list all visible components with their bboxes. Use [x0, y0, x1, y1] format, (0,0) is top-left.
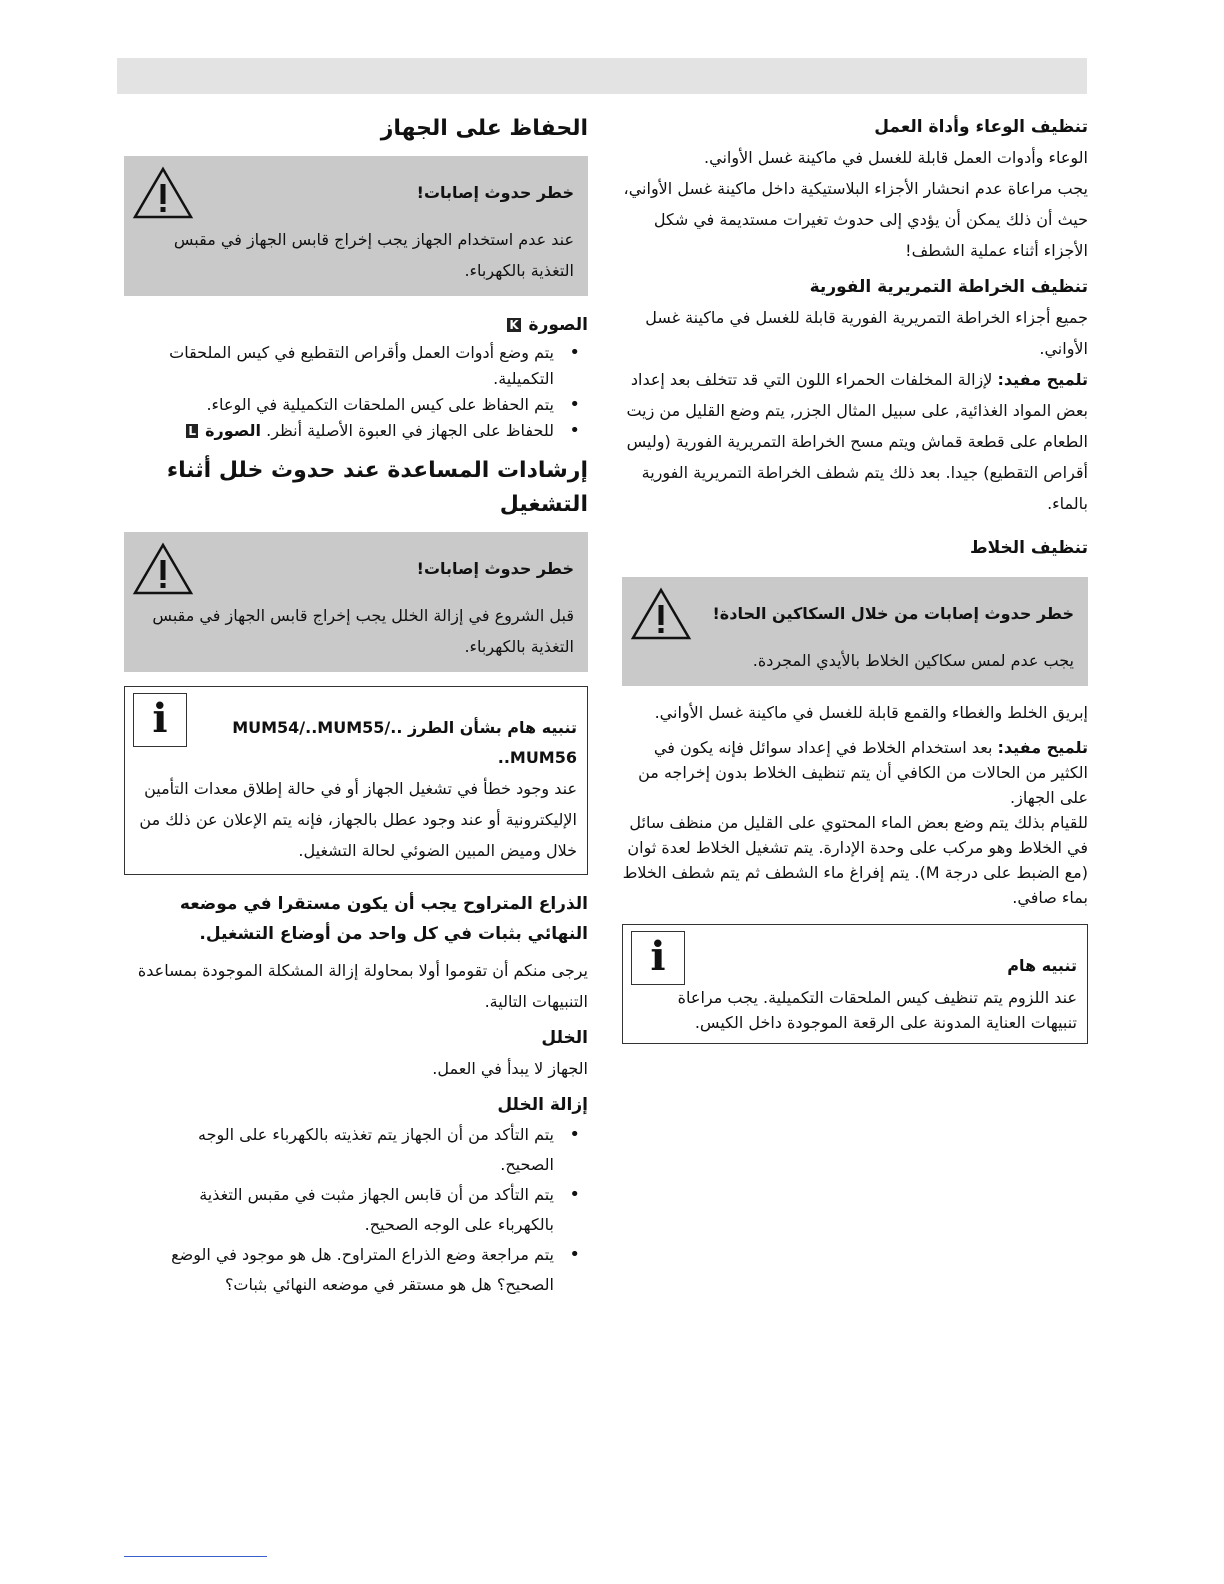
left-column — [124, 112, 588, 1300]
note-title: تنبيه هام — [1007, 956, 1077, 975]
right-column — [622, 112, 1088, 1044]
swivel-arm-notice: الذراع المتراوح يجب أن يكون مستقرا في موضعه النهائي بثبات في كل واحد من أوضاع التشغيل. — [179, 894, 588, 944]
fault-heading: الخلل — [541, 1028, 588, 1048]
blender-cleaning-heading: تنظيف الخلاط — [969, 538, 1088, 558]
fault-text: الجهاز لا يبدأ في العمل. — [432, 1059, 588, 1078]
list-item: • يتم التأكد من أن قابس الجهاز مثبت في مقبس التغذية بالكهرباء على الوجه الصحيح. — [152, 1180, 588, 1240]
troubleshooting-heading: إرشادات المساعدة عند حدوث خلل أثناء التشغيل — [166, 458, 588, 517]
warning-header — [630, 587, 1074, 641]
note-title: تنبيه هام بشأن الطرز ..MUM54/..MUM55/ ..MUM56 — [232, 718, 577, 767]
figure-k-label — [124, 310, 588, 340]
page-header-bar — [117, 58, 1087, 94]
warning-title: خطر حدوث إصابات! — [416, 183, 574, 202]
list-item: • يتم وضع أدوات العمل وأقراص التقطيع في كيس الملحقات التكميلية. — [124, 340, 588, 392]
care-heading: الحفاظ على الجهاز — [380, 116, 588, 141]
warning-triangle-icon — [630, 587, 692, 641]
list-item — [124, 418, 588, 444]
bowl-cleaning-text-2: يجب مراعاة عدم انحشار الأجزاء البلاستيكية داخل ماكينة غسل الأواني، حيث أن ذلك يمكن أن يؤدي إلى حدوث تغيرات مستديمة في شكل الأجزاء أثناء عملية الشطف! — [623, 179, 1088, 260]
blender-rinse-text: للقيام بذلك يتم وضع بعض الماء المحتوي على القليل من منظف سائل في الخلاط وهو مركب على وحدة الإدارة. يتم تشغيل الخلاط لعدة ثوان (مع الضبط على درجة M). يتم إفراغ ماء الشطف ثم يتم شطف الخلاط بماء صافي. — [622, 813, 1088, 907]
warning-header — [132, 166, 574, 220]
warning-text: عند عدم استخدام الجهاز يجب إخراج قابس الجهاز في مقبس التغذية بالكهرباء. — [173, 230, 574, 280]
footer-line — [124, 1556, 267, 1557]
warning-title: خطر حدوث إصابات! — [416, 559, 574, 578]
bowl-cleaning-text-1: الوعاء وأدوات العمل قابلة للغسل في ماكينة غسل الأواني. — [704, 148, 1088, 167]
tip-label: تلميح مفيد: — [997, 370, 1088, 389]
figure-k-icon: K — [509, 318, 519, 332]
care-bullet-list — [124, 340, 588, 444]
bowl-cleaning-heading: تنظيف الوعاء وأداة العمل — [874, 117, 1088, 137]
blender-dishwasher-text: إبريق الخلط والغطاء والقمع قابلة للغسل في ماكينة غسل الأواني. — [654, 703, 1088, 722]
blender-tip — [622, 735, 1088, 810]
remedy-heading: إزالة الخلل — [497, 1095, 588, 1115]
warning-title: خطر حدوث إصابات من خلال السكاكين الحادة! — [712, 604, 1074, 623]
list-item: • يتم مراجعة وضع الذراع المتراوح. هل هو موجود في الوضع الصحيح؟ هل هو مستقر في موضعه النهائي بثبات؟ — [152, 1240, 588, 1300]
tip-label: تلميح مفيد: — [997, 738, 1088, 757]
warning-triangle-icon — [132, 542, 194, 596]
warning-triangle-icon — [132, 166, 194, 220]
care-warning-box — [124, 156, 588, 296]
shredder-cleaning-text: جميع أجزاء الخراطة التمريرية الفورية قابلة للغسل في ماكينة غسل الأواني. — [645, 308, 1088, 358]
remedy-bullet-list — [124, 1120, 588, 1300]
important-note-box — [622, 924, 1088, 1044]
model-note-box — [124, 686, 588, 875]
note-text: عند اللزوم يتم تنظيف كيس الملحقات التكميلية. يجب مراعاة تنبيهات العناية المدونة على الرقعة الموجودة داخل الكيس. — [677, 988, 1077, 1032]
troubleshooting-intro: يرجى منكم أن تقوموا أولا بمحاولة إزالة المشكلة الموجودة بمساعدة التنبيهات التالية. — [137, 961, 588, 1011]
figure-word: الصورة — [205, 421, 262, 440]
shredder-cleaning-heading: تنظيف الخراطة التمريرية الفورية — [809, 277, 1088, 297]
note-header — [133, 693, 577, 773]
blender-warning-box — [622, 577, 1088, 686]
figure-l-icon: L — [188, 424, 196, 438]
list-item-text: للحفاظ على الجهاز في العبوة الأصلية أنظر. — [266, 421, 554, 440]
trouble-warning-box — [124, 532, 588, 672]
blender-tip-text: بعد استخدام الخلاط في إعداد سوائل فإنه يكون في الكثير من الحالات من الكافي أن يتم تنظيف الخلاط بدون إخراجه من على الجهاز. — [638, 738, 1088, 807]
shredder-tip — [622, 364, 1088, 519]
figure-word: الصورة — [528, 315, 588, 335]
shredder-tip-text: لإزالة المخلفات الحمراء اللون التي قد تتخلف بعد إعداد بعض المواد الغذائية, على سبيل المثال الجزر, يتم وضع القليل من زيت الطعام على قطعة قماش ويتم مسح الخراطة التمريرية الفورية (وليس أقراص التقطيع) جيدا. بعد ذلك يتم شطف الخراطة التمريرية الفورية بالماء. — [626, 370, 1088, 513]
note-header — [631, 931, 1077, 985]
warning-header — [132, 542, 574, 596]
warning-text: قبل الشروع في إزالة الخلل يجب إخراج قابس الجهاز في مقبس التغذية بالكهرباء. — [152, 606, 574, 656]
warning-text: يجب عدم لمس سكاكين الخلاط بالأيدي المجردة. — [752, 651, 1074, 670]
info-icon: i — [631, 931, 685, 985]
list-item: • يتم التأكد من أن الجهاز يتم تغذيته بالكهرباء على الوجه الصحيح. — [152, 1120, 588, 1180]
note-text: عند وجود خطأ في تشغيل الجهاز أو في حالة إطلاق معدات التأمين الإليكترونية أو عند وجود عطل بالجهاز، فإنه يتم الإعلان عن ذلك من خلال وميض المبين الضوئي لحالة التشغيل. — [139, 779, 577, 860]
list-item: • يتم الحفاظ على كيس الملحقات التكميلية في الوعاء. — [124, 392, 588, 418]
info-icon: i — [133, 693, 187, 747]
